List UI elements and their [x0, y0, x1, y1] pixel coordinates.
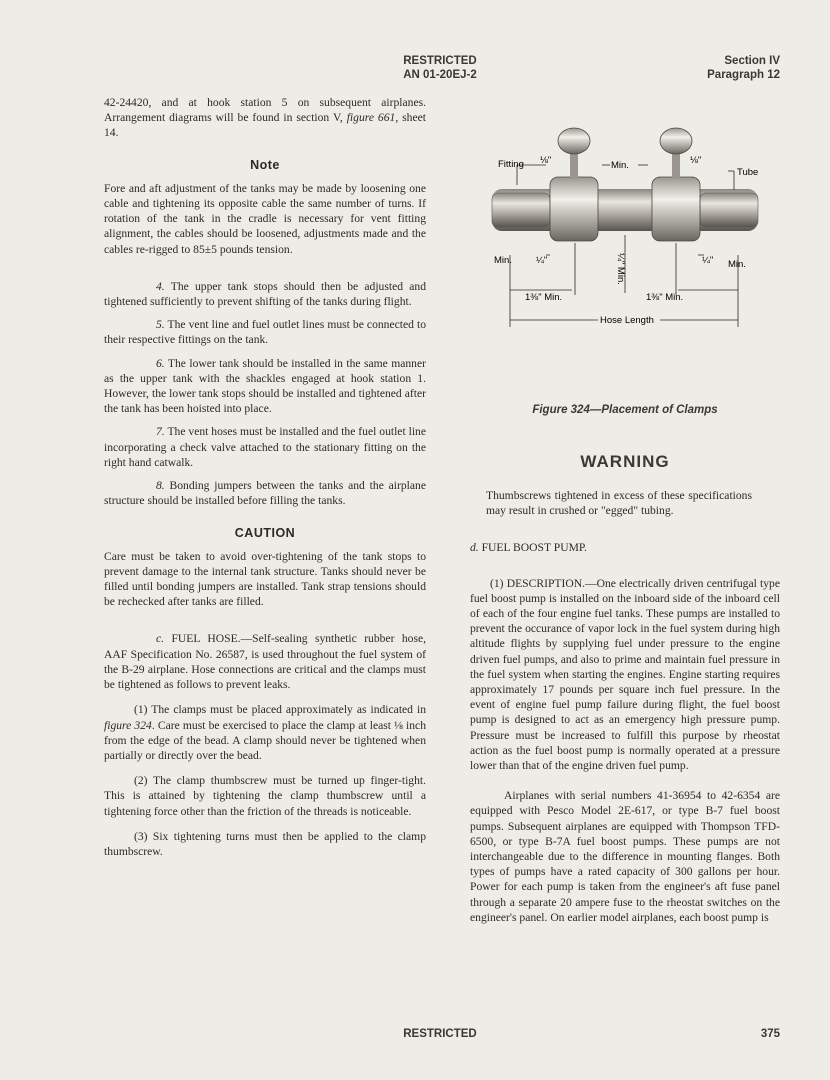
label-quarter-right: ¼"	[702, 255, 714, 266]
clamp-step-3: (3) Six tightening turns must then be applied to the clamp thumbscrew.	[104, 829, 426, 858]
step-8: 8. Bonding jumpers between the tanks and the airplane structure should be installed before filling the tanks.	[104, 479, 426, 508]
boost-pump-models: Airplanes with serial numbers 41-36954 to 42-6354 are equipped with Pesco Model 2E-617, or type B-7 fuel boost pumps. Subsequent airplanes are equipped with Thompson TFD-6500, or type B-7A fuel boost pumps. These pumps are not interchangeable due to the difference in mounting flanges. Both types of pumps have a rated capacity of 300 gallons per hour. Power for each pump is taken from the engineer's aft fuse panel through a separate 20 ampere fuse to the rheostat switches on the engineer's panel. On earlier model airplanes, each boost pump is	[470, 789, 780, 924]
left-thumbscrew	[558, 128, 590, 179]
label-eighth-right: ⅛"	[690, 155, 702, 166]
label-tube: Tube	[737, 167, 759, 178]
note-heading: Note	[250, 157, 280, 172]
label-quarter-left: ¼"	[536, 255, 548, 266]
warning-text: Thumbscrews tightened in excess of these specifications may result in crushed or "egged" tubing.	[486, 489, 752, 518]
fuel-hose-paragraph: c. FUEL HOSE.—Self-sealing synthetic rubber hose, AAF Specification No. 26587, is used throughout the fuel system of the B-29 airplane. Hose connections are critical and the clamps must be tightened as follows to prevent leaks.	[104, 632, 426, 692]
fuel-boost-pump-title: d. FUEL BOOST PUMP.	[470, 541, 587, 555]
clamp-placement-diagram	[480, 115, 770, 335]
warning-heading: WARNING	[580, 452, 670, 471]
intro-paragraph: 42-24420, and at hook station 5 on subsequent airplanes. Arrangement diagrams will be found in section V, figure 661, sheet 14.	[104, 96, 426, 140]
header-document-number: AN 01-20EJ-2	[403, 69, 477, 81]
header-section: Section IV	[724, 55, 780, 67]
label-fitting: Fitting	[498, 159, 524, 170]
step-4: 4. The upper tank stops should then be adjusted and tightened sufficiently to prevent shifting of the tanks during flight.	[104, 279, 426, 309]
left-column	[104, 95, 426, 859]
label-span-left: 1⅜" Min.	[525, 292, 563, 303]
clamp-step-1: (1) The clamps must be placed approximately as indicated in figure 324. Care must be exercised to place the clamp at least ⅛ inch from the edge of the bead. A clamp should never be tightened when partially or directly over the bead.	[104, 703, 426, 762]
fitting-end	[492, 193, 550, 227]
note-text: Fore and aft adjustment of the tanks may be made by loosening one cable and tightening its opposite cable the same number of turns. If rotation of the tank in the cradle is necessary for vent fitting alignment, the cables should be loosened, adjustments made and the cables re-rigged to 85±5 pounds tension.	[104, 181, 426, 256]
step-6: 6. The lower tank should be installed in the same manner as the upper tank with the shackles engaged at hook station 1. However, the lower tank stops should be installed and tightened after the tank has been hoisted into place.	[104, 356, 426, 416]
right-clamp	[652, 177, 700, 241]
label-quarter-center: ¼" Min.	[615, 253, 626, 285]
right-column	[470, 488, 780, 925]
label-hose-length: Hose Length	[600, 315, 654, 326]
label-eighth-left: ⅛"	[540, 155, 552, 166]
figure-324	[480, 115, 770, 335]
header-restricted: RESTRICTED	[403, 55, 477, 67]
left-clamp	[550, 177, 598, 241]
right-thumbscrew	[660, 128, 692, 179]
caution-text: Care must be taken to avoid over-tightening of the tank stops to prevent damage to the internal tank structure. Tanks should never be filled until bonding jumpers are installed. Tank strap tensions should be rechecked after tanks are filled.	[104, 549, 426, 609]
boost-pump-description: (1) DESCRIPTION.—One electrically driven centrifugal type fuel boost pump is installed on the inboard side of the inboard cell of each of the four engine fuel tanks. These pumps are installed to prevent the occurance of vapor lock in the fuel system during high altitude flights by supplying fuel under pressure to the engine driven fuel pumps, and also to prime and maintain fuel pressure in the fuel system when starting the engines. Engine starting requires approximately 17 pounds per square inch fuel pressure. In the event of engine fuel pump failure during flight, the fuel boost pump is designed to act as an emergency high pressure pump. Pressure must be increased to fulfill this purpose by rheostat action as the fuel boost pump is normally operated at a pressure lower than that of the engine driven fuel pump.	[470, 576, 780, 773]
label-span-right: 1⅜" Min.	[646, 292, 684, 303]
header-paragraph: Paragraph 12	[707, 69, 780, 81]
step-7: 7. The vent hoses must be installed and the fuel outlet line incorporating a check valve attached to the stationary fitting on the right hand catwalk.	[104, 425, 426, 469]
step-5: 5. The vent line and fuel outlet lines must be connected to their respective fittings on the tank.	[104, 318, 426, 347]
label-min-right: Min.	[728, 259, 746, 270]
clamp-step-2: (2) The clamp thumbscrew must be turned up finger-tight. This is attained by tightening the clamp thumbscrew until a tightening force other than the friction of the threads is noticeable.	[104, 774, 426, 818]
figure-caption: Figure 324—Placement of Clamps	[532, 404, 718, 416]
label-min-left: Min.	[494, 255, 512, 266]
tube-end	[700, 193, 758, 227]
caution-heading: CAUTION	[234, 526, 296, 541]
footer-restricted: RESTRICTED	[403, 1028, 477, 1040]
label-min-top: Min.	[611, 160, 629, 171]
page-number: 375	[760, 1028, 780, 1040]
